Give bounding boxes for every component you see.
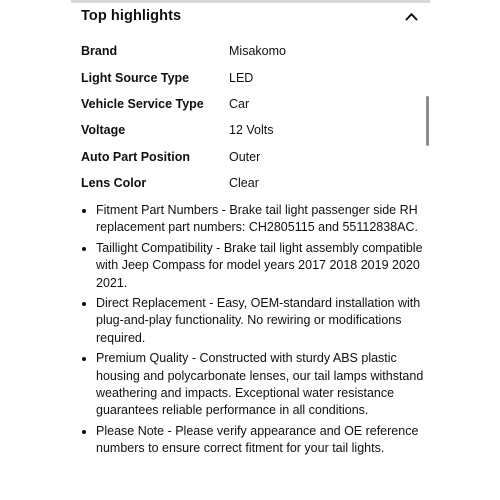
section-title: Top highlights — [81, 8, 182, 24]
bullet-text: Please Note - Please verify appearance and OE reference numbers to ensure correct fitment for your tail lights. — [96, 423, 419, 456]
scrollbar[interactable] — [426, 96, 429, 146]
bullet-icon — [82, 247, 86, 251]
spec-value: Car — [229, 96, 250, 111]
spec-label: Voltage — [81, 123, 126, 138]
spec-row-voltage — [81, 117, 421, 143]
spec-label: Vehicle Service Type — [81, 96, 204, 111]
bullet-icon — [82, 209, 86, 213]
chevron-up-icon[interactable] — [404, 9, 418, 23]
bullet-icon — [82, 302, 86, 306]
bullet-icon — [82, 357, 86, 361]
feature-bullet-list — [80, 202, 425, 461]
spec-value: 12 Volts — [229, 123, 274, 138]
spec-value: Misakomo — [229, 44, 286, 59]
spec-value: Clear — [229, 176, 259, 191]
spec-row-auto-part-position — [81, 144, 421, 170]
spec-label: Auto Part Position — [81, 149, 191, 164]
top-highlights-header[interactable] — [81, 4, 421, 28]
spec-value: Outer — [229, 149, 261, 164]
bullet-text: Direct Replacement - Easy, OEM-standard installation with plug-and-play functionality. No rewiring or modifications required. — [96, 296, 421, 345]
list-item — [80, 350, 425, 420]
spec-row-light-source-type — [81, 64, 421, 90]
spec-row-brand — [81, 38, 421, 64]
list-item — [80, 295, 425, 347]
bullet-text: Premium Quality - Constructed with sturdy ABS plastic housing and polycarbonate lenses, our tail lamps withstand weathering and impacts. Exceptional water resistance guarantees reliable performance in all conditions. — [96, 351, 424, 418]
bullet-icon — [82, 430, 86, 434]
section-divider — [71, 0, 430, 3]
specs-table — [81, 38, 421, 196]
spec-row-vehicle-service-type — [81, 91, 421, 117]
list-item — [80, 240, 425, 292]
spec-value: LED — [229, 70, 254, 85]
spec-row-lens-color — [81, 170, 421, 196]
list-item — [80, 423, 425, 458]
spec-label: Brand — [81, 44, 118, 59]
list-item — [80, 202, 425, 237]
spec-label: Lens Color — [81, 176, 147, 191]
spec-label: Light Source Type — [81, 70, 190, 85]
bullet-text: Fitment Part Numbers - Brake tail light passenger side RH replacement part numbers: CH2805115 and 55112838AC. — [96, 203, 418, 235]
bullet-text: Taillight Compatibility - Brake tail light assembly compatible with Jeep Compass for model years 2017 2018 2019 2020 2021. — [96, 240, 423, 290]
